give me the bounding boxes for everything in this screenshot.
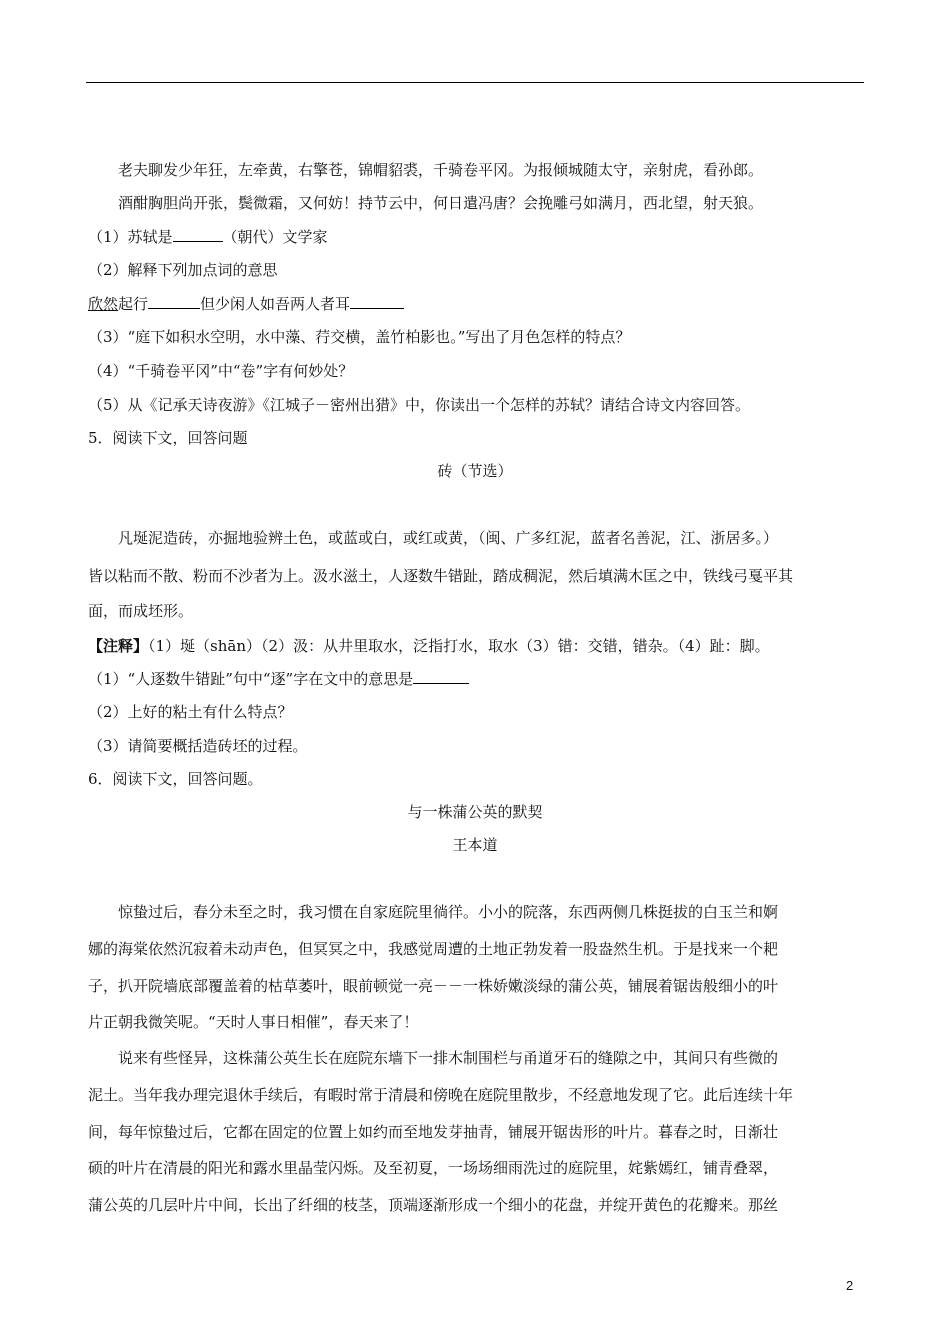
passage-6-p1-line-3: 子，扒开院墙底部覆盖着的枯草萎叶，眼前顿觉一亮－－一株娇嫩淡绿的蒲公英，铺展着锯齿般细小的叶: [88, 977, 779, 995]
passage-6-p1-line-1: 惊蛰过后，春分未至之时，我习惯在自家庭院里徜徉。小小的院落，东西两侧几株挺拔的白玉兰和婀: [118, 903, 779, 921]
word-1-rest: 起行: [118, 295, 149, 313]
question-4-2: （2）解释下列加点词的意思: [88, 261, 278, 279]
section-5-title: 砖（节选）: [437, 462, 513, 480]
answer-blank[interactable]: [173, 227, 223, 242]
section-6-heading: 6．阅读下文，回答问题。: [88, 770, 263, 788]
question-4-3: （3）“庭下如积水空明，水中藻、荇交横，盖竹柏影也。”写出了月色怎样的特点？: [88, 328, 631, 346]
section-6-author: 王本道: [452, 836, 498, 854]
passage-6-p1-line-2: 娜的海棠依然沉寂着未动声色，但冥冥之中，我感觉周遭的土地正勃发着一股盎然生机。于是找来一个耙: [88, 940, 779, 958]
question-5-1: [88, 669, 469, 689]
question-5-2: （2）上好的粘土有什么特点？: [88, 703, 293, 721]
passage-6-p2-line-2: 泥土。当年我办理完退休手续后，有暇时常于清晨和傍晚在庭院里散步，不经意地发现了它。此后连续十年: [88, 1086, 794, 1104]
poem-line-2: 酒酣胸胆尚开张，鬓微霜，又何妨！持节云中，何日遣冯唐？会挽雕弓如满月，西北望，射天狼。: [118, 194, 764, 212]
section-5-notes: [88, 636, 770, 656]
page-number: 2: [846, 1278, 854, 1293]
notes-text: （1）埏（shān）（2）汲：从井里取水，泛指打水，取水（3）错：交错，错杂。（4）趾：脚。: [148, 637, 770, 655]
question-5-1-text: （1）“人逐数牛错趾”句中“逐”字在文中的意思是: [88, 670, 414, 688]
passage-6-p2-line-3: 间，每年惊蛰过后，它都在固定的位置上如约而至地发芽抽青，铺展开锯齿形的叶片。暮春之时，日渐壮: [88, 1123, 779, 1141]
poem-line-1: 老夫聊发少年狂，左牵黄，右擎苍，锦帽貂裘，千骑卷平冈。为报倾城随太守，亲射虎，看孙郎。: [118, 161, 764, 179]
passage-5-line-2: 皆以粘而不散、粉而不沙者为上。汲水滋土，人逐数牛错趾，踏成稠泥，然后填满木匡之中，铁线弓戛平其: [88, 567, 794, 585]
question-4-4: （4）“千骑卷平冈”中“卷”字有何妙处？: [88, 362, 354, 380]
question-5-3: （3）请简要概括造砖坯的过程。: [88, 737, 308, 755]
passage-5-line-3: 面，而成坯形。: [88, 602, 194, 620]
section-6-title: 与一株蒲公英的默契: [407, 803, 543, 821]
question-4-2-words: [88, 294, 404, 314]
header-rule: [86, 82, 864, 83]
question-4-1-pre: （1）苏轼是: [88, 228, 173, 246]
passage-6-p1-line-4: 片正朝我微笑呢。“天时人事日相催”，春天来了！: [88, 1013, 419, 1031]
section-5-heading: 5．阅读下文，回答问题: [88, 429, 248, 447]
notes-label: 【注释】: [88, 637, 149, 655]
question-4-1: [88, 227, 328, 247]
dotted-word-1: 欣然: [88, 295, 119, 313]
passage-5-line-1: 凡埏泥造砖，亦掘地验辨土色，或蓝或白，或红或黄，（闽、广多红泥，蓝者名善泥，江、浙居多。）: [118, 529, 779, 547]
answer-blank[interactable]: [350, 294, 404, 309]
passage-6-p2-line-5: 蒲公英的几层叶片中间，长出了纤细的枝茎，顶端逐渐形成一个细小的花盘，并绽开黄色的花瓣来。那丝: [88, 1196, 779, 1214]
answer-blank[interactable]: [413, 669, 469, 684]
passage-6-p2-line-1: 说来有些怪异，这株蒲公英生长在庭院东墙下一排木制围栏与甬道牙石的缝隙之中，其间只有些微的: [118, 1049, 779, 1067]
question-4-1-post: （朝代）文学家: [222, 228, 328, 246]
word-2-phrase: 但少闲人如吾两人者耳: [200, 295, 351, 313]
question-4-5: （5）从《记承天诗夜游》《江城子－密州出猎》中，你读出一个怎样的苏轼？请结合诗文内容回答。: [88, 396, 751, 414]
passage-6-p2-line-4: 硕的叶片在清晨的阳光和露水里晶莹闪烁。及至初夏，一场场细雨洗过的庭院里，姹紫嫣红，铺青叠翠，: [88, 1159, 779, 1177]
answer-blank[interactable]: [148, 294, 200, 309]
